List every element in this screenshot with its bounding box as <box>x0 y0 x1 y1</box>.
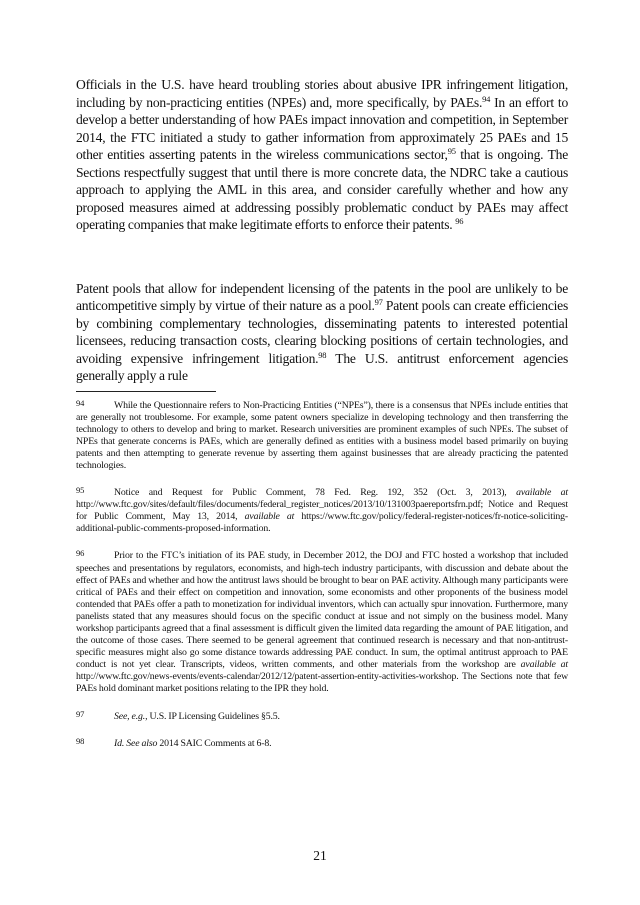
footnote-95 <box>76 484 568 535</box>
footnote-text: Notice and Request for Public Comment, 78 Fed. Reg. 192, 352 (Oct. 3, 2013), <box>114 487 517 499</box>
question-block <box>116 249 552 266</box>
paragraph-text: Officials in the U.S. have heard troubling stories about abusive IPR infringement litigation, including by non-practicing entities (NPEs) and, more specifically, by PAEs. <box>76 77 568 110</box>
footnote-ref-96[interactable]: 96 <box>455 216 464 226</box>
footnote-number: 95 <box>76 485 85 496</box>
footnote-link-text[interactable]: http://www.ftc.gov/sites/default/files/documents/federal_register_notices/2013/10/131003paereportsfrn.pdf; Notice and Request for Public Comment, May 13, 2014, <box>76 499 568 523</box>
footnote-ref-95[interactable]: 95 <box>447 146 456 156</box>
footnote-link-text[interactable]: http://www.ftc.gov/news-events/events-calendar/2012/12/patent-assertion-entity-activities-workshop. The Sections note that few PAEs hold dominant market positions relating to the IPR they hold. <box>76 671 568 695</box>
paragraph-text: Patent pools can create efficiencies by combining complementary technologies, disseminating patents to interested potential licensees, reducing transaction costs, clearing blocking positions of certain technologies, and avoiding expensive infringement litigation. <box>76 298 568 366</box>
footnote-ref-97[interactable]: 97 <box>374 297 383 307</box>
footnote-italic: available at <box>244 511 295 523</box>
footnote-link-text[interactable]: https://www.ftc.gov/policy/federal-register-notices/fr-notice-soliciting-additional-public-comments-proposed-information. <box>76 511 569 535</box>
footnote-96 <box>76 547 568 695</box>
footnote-text: Prior to the FTC’s initiation of its PAE study, in December 2012, the DOJ and FTC hosted a workshop that included speeches and presentations by regulators, economists, and high-tech industry participants, with discussion and debate about the effect of PAEs and whether and how the antitrust laws should be brought to bear on PAE activity. Although many participants were critical of PAEs and their effect on competition and innovation, some economists and other proponents of the business model contended that PAEs offer a path to monetization for individual inventors, which can actually spur innovation. Furthermore, many panelists stated that any measures should focus on the specific conduct at issue and not simply on the business model. Many workshop participants agreed that a final assessment is difficult given the limited data regarding the amount of PAE litigation, and the outcome of those cases. There seemed to be general agreement that continued research is necessary and that non-antitrust-specific measures might also go some distance towards addressing PAE conduct. In sum, the optimal antitrust approach to PAE conduct is not yet clear. Transcripts, videos, written comments, and other materials from the workshop are <box>76 550 568 671</box>
footnote-text: 2014 SAIC Comments at 6-8. <box>157 737 272 749</box>
footnote-number: 97 <box>76 708 85 719</box>
paragraph-text: The U.S. antitrust enforcement agencies generally apply a rule <box>76 350 568 383</box>
footnote-94 <box>76 397 568 473</box>
footnote-italic: See, e.g., <box>114 710 148 722</box>
footnote-97 <box>76 708 568 723</box>
footnote-ref-94[interactable]: 94 <box>482 93 491 104</box>
footnote-number: 98 <box>76 735 85 746</box>
footnote-italic: Id. See also <box>114 737 158 749</box>
paragraph-pae-litigation <box>76 76 568 234</box>
paragraph-patent-pools <box>76 280 568 385</box>
footnote-number: 96 <box>76 548 85 559</box>
paragraph-text: Patent pools that allow for independent licensing of the patents in the pool are unlikely to be anticompetitive simply by virtue of their nature as a pool. <box>76 280 568 313</box>
footnote-italic: available at <box>520 659 569 671</box>
footnote-separator <box>76 391 216 392</box>
page-number: 21 <box>313 848 327 863</box>
paragraph-text: that is ongoing. The Sections respectfully suggest that until there is more concrete data, the NDRC take a cautious approach to applying the AML in this area, and consider carefully whether and how any proposed measures aimed at addressing possibly problematic conduct by PAEs may affect operating companies that make legitimate efforts to enforce their patents. <box>76 147 568 232</box>
paragraph-text: In an effort to develop a better understanding of how PAEs impact innovation and competition, in September 2014, the FTC initiated a study to gather information from approximately 25 PAEs and 15 other entities asserting patents in the wireless communications sector, <box>76 94 568 162</box>
footnote-number: 94 <box>76 397 85 408</box>
footnote-ref-98[interactable]: 98 <box>318 349 327 360</box>
footnote-text: While the Questionnaire refers to Non-Practicing Entities (“NPEs”), there is a consensus that NPEs include entities that are generally not troublesome. For example, some patent owners specialize in developing technology and then transferring the technology to others to develop and bring to market. Research universities are prominent examples of such NPEs. The subset of NPEs that generate concerns is PAEs, which are generally defined as entities with a business model based primarily on buying patents and then attempting to generate revenue by asserting them against businesses that are already practicing the patented technologies. <box>76 399 568 471</box>
footnote-98 <box>76 735 568 750</box>
document-page <box>76 76 568 750</box>
footnote-italic: available at <box>516 487 568 499</box>
footnote-text: U.S. IP Licensing Guidelines §5.5. <box>147 710 280 722</box>
